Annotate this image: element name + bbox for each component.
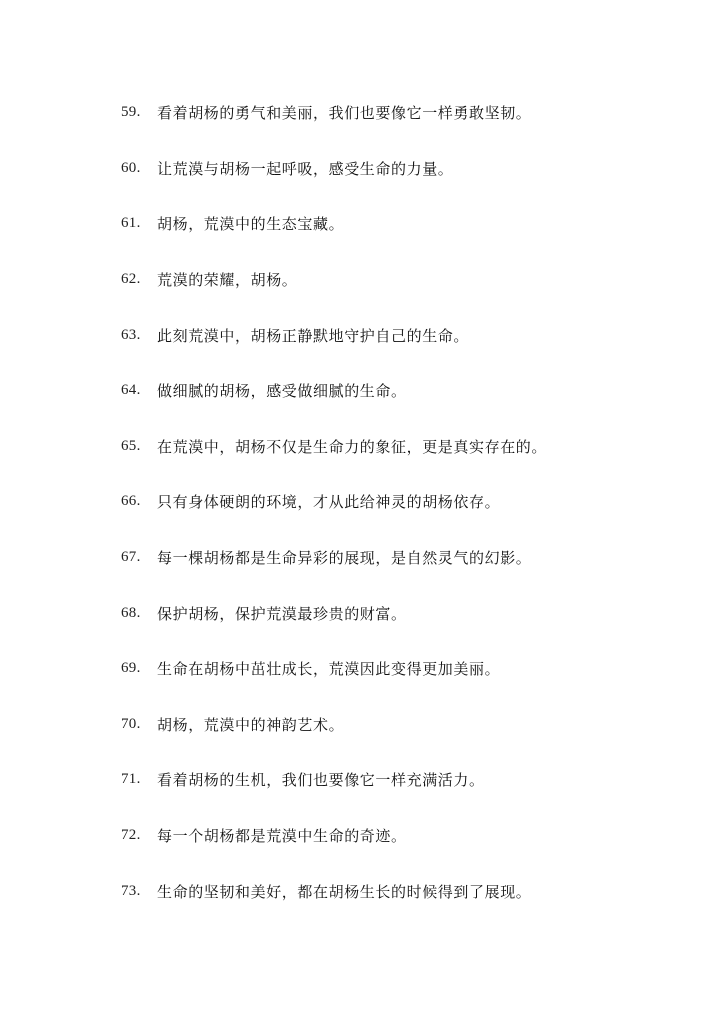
item-text: 看着胡杨的生机，我们也要像它一样充满活力。 (157, 771, 485, 790)
list-item (121, 752, 547, 808)
item-text: 做细腻的胡杨，感受做细腻的生命。 (157, 382, 407, 401)
item-number: 67. (121, 549, 141, 566)
item-text: 在荒漠中，胡杨不仅是生命力的象征，更是真实存在的。 (157, 437, 548, 456)
list-item (121, 85, 547, 141)
item-number: 73. (121, 882, 141, 899)
item-text: 荒漠的荣耀，胡杨。 (157, 271, 298, 290)
item-number: 66. (121, 493, 141, 510)
numbered-list (121, 85, 547, 919)
item-text: 让荒漠与胡杨一起呼吸，感受生命的力量。 (157, 159, 454, 178)
item-text: 只有身体硬朗的环境，才从此给神灵的胡杨依存。 (157, 493, 501, 512)
list-item (121, 585, 547, 641)
list-item (121, 307, 547, 363)
item-text: 生命的坚韧和美好，都在胡杨生长的时候得到了展现。 (157, 882, 532, 901)
list-item (121, 474, 547, 530)
item-number: 69. (121, 660, 141, 677)
item-text: 每一棵胡杨都是生命异彩的展现，是自然灵气的幻影。 (157, 549, 532, 568)
item-number: 61. (121, 215, 141, 232)
item-number: 59. (121, 104, 141, 121)
list-item (121, 141, 547, 197)
item-number: 64. (121, 382, 141, 399)
item-text: 生命在胡杨中茁壮成长，荒漠因此变得更加美丽。 (157, 660, 501, 679)
item-text: 胡杨，荒漠中的生态宝藏。 (157, 215, 345, 234)
item-text: 此刻荒漠中，胡杨正静默地守护自己的生命。 (157, 326, 470, 345)
item-text: 看着胡杨的勇气和美丽，我们也要像它一样勇敢坚韧。 (157, 104, 532, 123)
item-number: 68. (121, 604, 141, 621)
item-number: 72. (121, 827, 141, 844)
item-number: 65. (121, 437, 141, 454)
item-text: 胡杨，荒漠中的神韵艺术。 (157, 715, 345, 734)
list-item (121, 419, 547, 475)
item-number: 62. (121, 271, 141, 288)
item-text: 每一个胡杨都是荒漠中生命的奇迹。 (157, 827, 407, 846)
item-number: 63. (121, 326, 141, 343)
list-item (121, 252, 547, 308)
list-item (121, 808, 547, 864)
item-text: 保护胡杨，保护荒漠最珍贵的财富。 (157, 604, 407, 623)
item-number: 70. (121, 715, 141, 732)
item-number: 71. (121, 771, 141, 788)
list-item (121, 641, 547, 697)
list-item (121, 697, 547, 753)
list-item (121, 863, 547, 919)
item-number: 60. (121, 159, 141, 176)
list-item (121, 196, 547, 252)
list-item (121, 363, 547, 419)
list-item (121, 530, 547, 586)
